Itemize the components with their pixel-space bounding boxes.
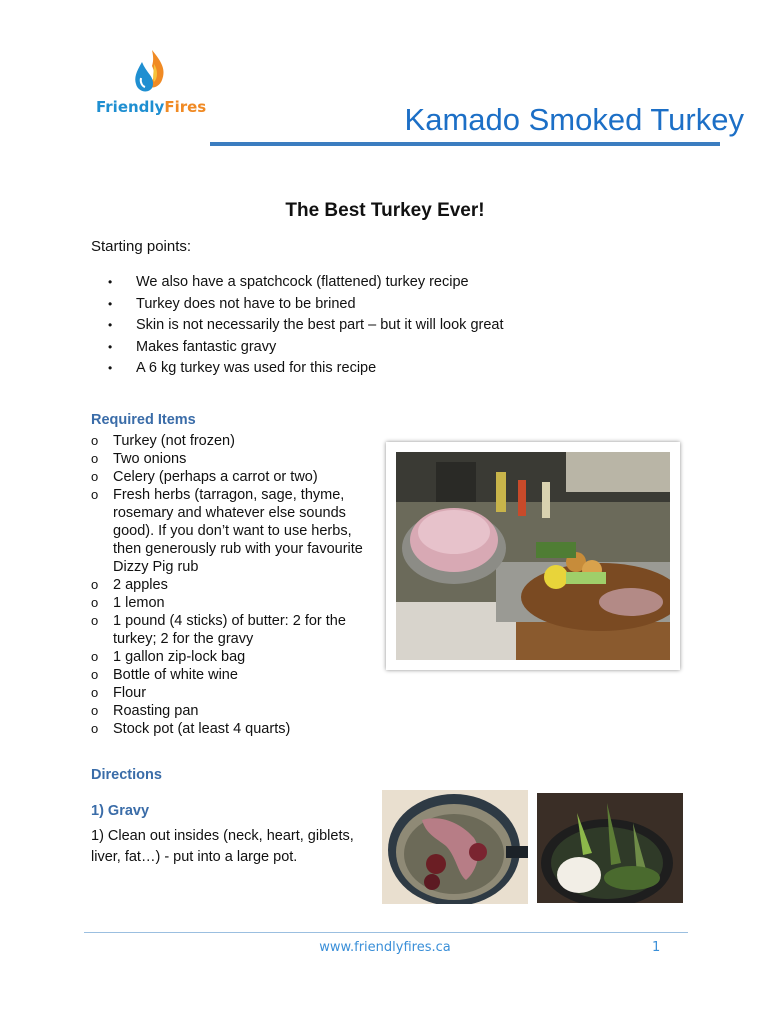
- list-glyph: o: [91, 469, 99, 484]
- required-items-list: [91, 432, 371, 738]
- bullet-glyph: •: [108, 339, 113, 354]
- list-item: [91, 576, 371, 594]
- list-item: [91, 702, 371, 720]
- list-glyph: o: [91, 577, 99, 592]
- list-item-text: Bottle of white wine: [113, 667, 238, 683]
- starting-points-list: [108, 272, 504, 380]
- list-item-text: 1 gallon zip-lock bag: [113, 649, 246, 665]
- list-glyph: o: [91, 703, 99, 718]
- list-item: [108, 315, 504, 337]
- list-glyph: o: [91, 595, 99, 610]
- list-item-text: Flour: [113, 685, 147, 701]
- brand-name: [96, 98, 206, 116]
- list-item-text: 2 apples: [113, 577, 168, 593]
- list-item: [91, 486, 371, 576]
- kitchen-counter-image: [396, 452, 670, 660]
- bullet-glyph: •: [108, 296, 113, 311]
- list-item: [91, 432, 371, 450]
- list-item: [91, 684, 371, 702]
- list-item: [91, 648, 371, 666]
- ingredients-photo: [386, 442, 680, 670]
- list-glyph: o: [91, 451, 99, 466]
- list-item-text: Skin is not necessarily the best part – but it will look great: [136, 317, 504, 333]
- list-item-text: Fresh herbs (tarragon, sage, thyme, rosemary and whatever else sounds good). If you don’t want to use herbs, then generously rub with your favourite Dizzy Pig rub: [113, 487, 363, 575]
- list-glyph: o: [91, 721, 99, 736]
- footer-url-link[interactable]: www.friendlyfires.ca: [319, 940, 451, 955]
- list-item-text: Stock pot (at least 4 quarts): [113, 721, 291, 737]
- list-item-text: Celery (perhaps a carrot or two): [113, 469, 318, 485]
- document-title: Kamado Smoked Turkey: [404, 102, 744, 137]
- list-item: [91, 666, 371, 684]
- giblets-in-pot-image: [382, 790, 528, 904]
- list-item: [108, 337, 504, 359]
- list-item-text: Roasting pan: [113, 703, 199, 719]
- bullet-glyph: •: [108, 361, 113, 375]
- list-item-text: Makes fantastic gravy: [136, 338, 277, 355]
- directions-heading: Directions: [91, 767, 162, 783]
- list-item-text: Turkey (not frozen): [113, 433, 235, 449]
- list-glyph: o: [91, 685, 99, 700]
- gravy-step-text: 1) Clean out insides (neck, heart, giblets, liver, fat…) - put into a large pot.: [91, 828, 354, 865]
- brand-logo: [96, 48, 206, 116]
- list-item: [108, 294, 504, 316]
- list-glyph: o: [91, 613, 99, 628]
- list-glyph: o: [91, 433, 99, 448]
- herbs-in-stockpot-image: [537, 793, 683, 903]
- starting-points-label: Starting points:: [91, 238, 192, 255]
- list-item: [91, 594, 371, 612]
- list-glyph: o: [91, 649, 99, 664]
- list-item: [91, 720, 371, 738]
- bullet-glyph: •: [108, 318, 113, 332]
- list-item-text: Turkey does not have to be brined: [136, 295, 356, 312]
- list-item: [91, 612, 371, 648]
- brand-name-part2: Fires: [164, 98, 207, 116]
- list-item-text: 1 pound (4 sticks) of butter: 2 for the turkey; 2 for the gravy: [113, 613, 346, 647]
- list-item: [91, 468, 371, 486]
- list-glyph: o: [91, 667, 99, 682]
- required-items-heading: Required Items: [91, 412, 196, 428]
- brand-name-part1: Friendly: [96, 98, 165, 116]
- list-item-text: Two onions: [113, 451, 187, 467]
- list-item: [91, 450, 371, 468]
- gravy-heading: 1) Gravy: [91, 803, 150, 819]
- flame-drop-icon: [132, 48, 168, 96]
- title-underline: [210, 142, 720, 146]
- list-item-text: 1 lemon: [113, 595, 165, 611]
- list-item-text: A 6 kg turkey was used for this recipe: [136, 360, 377, 376]
- list-glyph: o: [91, 487, 99, 502]
- list-item: [108, 358, 504, 380]
- list-item: [108, 272, 504, 294]
- page-number: 1: [652, 940, 661, 955]
- bullet-glyph: •: [108, 275, 113, 289]
- footer-divider: [84, 932, 688, 933]
- list-item-text: We also have a spatchcock (flattened) turkey recipe: [136, 274, 469, 290]
- subtitle: The Best Turkey Ever!: [285, 200, 485, 221]
